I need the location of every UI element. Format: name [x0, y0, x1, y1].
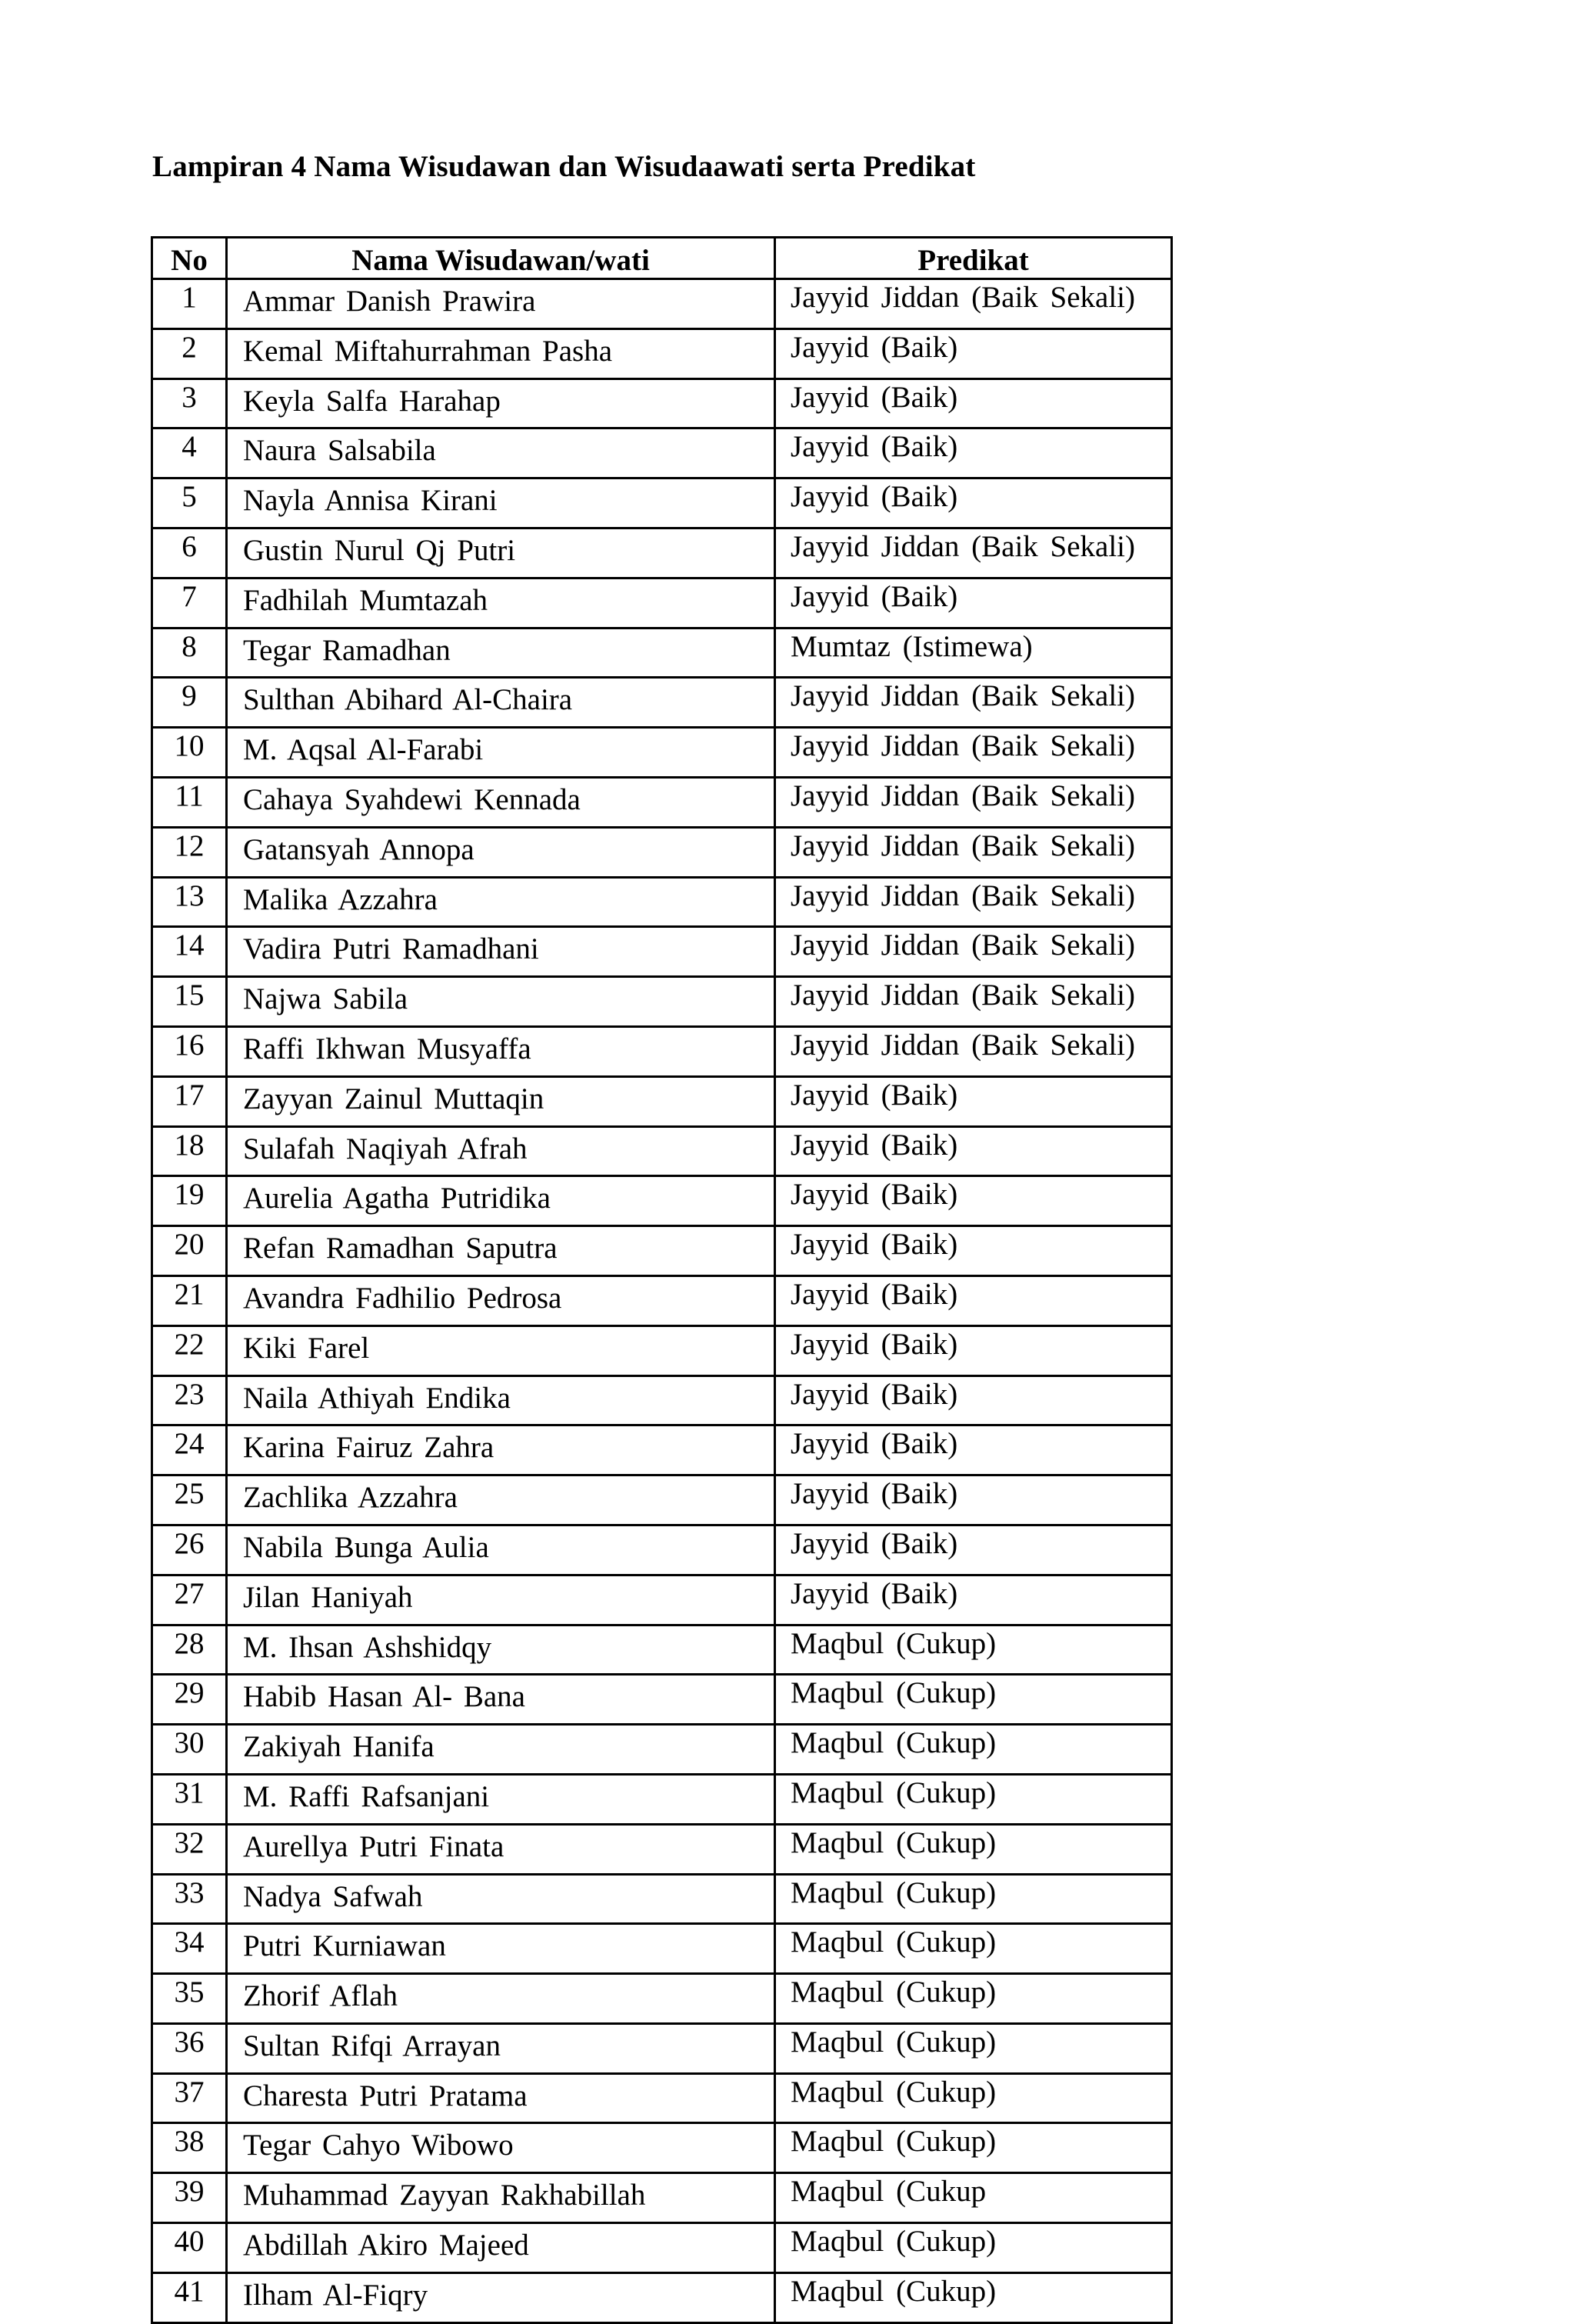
row-number: 32	[152, 1824, 227, 1874]
graduate-name: Zayyan Zainul Muttaqin	[227, 1076, 775, 1126]
table-row	[152, 927, 1172, 977]
table-body	[152, 279, 1172, 2323]
row-number: 24	[152, 1425, 227, 1475]
row-number: 34	[152, 1924, 227, 1974]
table-row	[152, 279, 1172, 329]
graduate-name: Abdillah Akiro Majeed	[227, 2223, 775, 2273]
table-row	[152, 1275, 1172, 1325]
row-number: 33	[152, 1874, 227, 1924]
row-number: 11	[152, 777, 227, 827]
table-row	[152, 777, 1172, 827]
graduate-predikat: Jayyid (Baik)	[775, 1575, 1172, 1625]
graduate-name: Putri Kurniawan	[227, 1924, 775, 1974]
graduate-predikat: Maqbul (Cukup)	[775, 1824, 1172, 1874]
table-row	[152, 1325, 1172, 1375]
row-number: 25	[152, 1475, 227, 1525]
graduate-predikat: Maqbul (Cukup	[775, 2173, 1172, 2223]
table-row	[152, 1774, 1172, 1824]
graduate-predikat: Jayyid (Baik)	[775, 328, 1172, 378]
row-number: 37	[152, 2073, 227, 2123]
graduate-predikat: Jayyid Jiddan (Baik Sekali)	[775, 827, 1172, 877]
graduate-predikat: Jayyid Jiddan (Baik Sekali)	[775, 728, 1172, 778]
row-number: 1	[152, 279, 227, 329]
row-number: 5	[152, 478, 227, 528]
row-number: 26	[152, 1525, 227, 1575]
row-number: 41	[152, 2272, 227, 2322]
graduate-name: Zachlika Azzahra	[227, 1475, 775, 1525]
graduate-name: Najwa Sabila	[227, 977, 775, 1027]
row-number: 9	[152, 678, 227, 728]
table-row	[152, 628, 1172, 678]
table-row	[152, 578, 1172, 628]
graduate-name: Vadira Putri Ramadhani	[227, 927, 775, 977]
row-number: 13	[152, 877, 227, 927]
graduate-name: Naura Salsabila	[227, 428, 775, 478]
row-number: 18	[152, 1126, 227, 1176]
row-number: 21	[152, 1275, 227, 1325]
row-number: 3	[152, 378, 227, 428]
table-row	[152, 1425, 1172, 1475]
table-row	[152, 478, 1172, 528]
graduate-predikat: Jayyid (Baik)	[775, 1325, 1172, 1375]
row-number: 27	[152, 1575, 227, 1625]
graduate-predikat: Jayyid (Baik)	[775, 428, 1172, 478]
graduate-name: Charesta Putri Pratama	[227, 2073, 775, 2123]
table-row	[152, 1675, 1172, 1725]
row-number: 39	[152, 2173, 227, 2223]
table-row	[152, 328, 1172, 378]
graduate-name: Keyla Salfa Harahap	[227, 378, 775, 428]
table-row	[152, 877, 1172, 927]
graduate-name: Tegar Cahyo Wibowo	[227, 2123, 775, 2173]
graduate-predikat: Maqbul (Cukup)	[775, 1675, 1172, 1725]
table-row	[152, 2023, 1172, 2073]
table-row	[152, 1924, 1172, 1974]
graduates-table	[151, 236, 1173, 2324]
table-row	[152, 1026, 1172, 1076]
row-number: 29	[152, 1675, 227, 1725]
graduate-name: Refan Ramadhan Saputra	[227, 1226, 775, 1276]
table-row	[152, 678, 1172, 728]
row-number: 20	[152, 1226, 227, 1276]
graduate-name: M. Aqsal Al-Farabi	[227, 728, 775, 778]
graduate-name: Habib Hasan Al- Bana	[227, 1675, 775, 1725]
graduate-name: Zakiyah Hanifa	[227, 1725, 775, 1775]
row-number: 15	[152, 977, 227, 1027]
header-no: No	[152, 238, 227, 279]
row-number: 23	[152, 1375, 227, 1425]
row-number: 8	[152, 628, 227, 678]
graduate-predikat: Jayyid (Baik)	[775, 1226, 1172, 1276]
graduate-predikat: Maqbul (Cukup)	[775, 2223, 1172, 2273]
graduate-name: Sultan Rifqi Arrayan	[227, 2023, 775, 2073]
row-number: 16	[152, 1026, 227, 1076]
graduate-name: M. Ihsan Ashshidqy	[227, 1625, 775, 1675]
table-row	[152, 1076, 1172, 1126]
graduate-name: Gatansyah Annopa	[227, 827, 775, 877]
row-number: 35	[152, 1974, 227, 2024]
table-row	[152, 1824, 1172, 1874]
graduate-predikat: Jayyid Jiddan (Baik Sekali)	[775, 777, 1172, 827]
graduate-name: Aurelia Agatha Putridika	[227, 1176, 775, 1226]
table-row	[152, 1625, 1172, 1675]
table-row	[152, 1226, 1172, 1276]
document-title: Lampiran 4 Nama Wisudawan dan Wisudaawati serta Predikat	[152, 150, 976, 183]
graduate-predikat: Jayyid (Baik)	[775, 1525, 1172, 1575]
table-row	[152, 378, 1172, 428]
graduate-predikat: Maqbul (Cukup)	[775, 1625, 1172, 1675]
graduate-predikat: Maqbul (Cukup)	[775, 1725, 1172, 1775]
table-row	[152, 2173, 1172, 2223]
graduate-predikat: Jayyid Jiddan (Baik Sekali)	[775, 528, 1172, 578]
graduate-predikat: Jayyid (Baik)	[775, 478, 1172, 528]
graduate-predikat: Maqbul (Cukup)	[775, 2073, 1172, 2123]
table-row	[152, 1575, 1172, 1625]
graduate-predikat: Jayyid Jiddan (Baik Sekali)	[775, 977, 1172, 1027]
table-row	[152, 2223, 1172, 2273]
graduate-name: Ammar Danish Prawira	[227, 279, 775, 329]
graduate-name: Nabila Bunga Aulia	[227, 1525, 775, 1575]
table-row	[152, 1525, 1172, 1575]
row-number: 38	[152, 2123, 227, 2173]
header-predikat: Predikat	[775, 238, 1172, 279]
row-number: 30	[152, 1725, 227, 1775]
graduate-predikat: Jayyid (Baik)	[775, 1275, 1172, 1325]
table-row	[152, 2123, 1172, 2173]
table-row	[152, 1725, 1172, 1775]
table-header-row	[152, 238, 1172, 279]
graduate-predikat: Maqbul (Cukup)	[775, 2023, 1172, 2073]
graduate-predikat: Maqbul (Cukup)	[775, 1774, 1172, 1824]
table-row	[152, 2272, 1172, 2322]
graduate-predikat: Jayyid (Baik)	[775, 578, 1172, 628]
graduate-predikat: Jayyid (Baik)	[775, 1425, 1172, 1475]
row-number: 28	[152, 1625, 227, 1675]
row-number: 14	[152, 927, 227, 977]
table-row	[152, 977, 1172, 1027]
graduate-name: Ilham Al-Fiqry	[227, 2272, 775, 2322]
row-number: 17	[152, 1076, 227, 1126]
graduate-predikat: Jayyid (Baik)	[775, 1126, 1172, 1176]
table-row	[152, 1126, 1172, 1176]
graduate-name: Raffi Ikhwan Musyaffa	[227, 1026, 775, 1076]
graduate-name: Cahaya Syahdewi Kennada	[227, 777, 775, 827]
graduate-name: Jilan Haniyah	[227, 1575, 775, 1625]
row-number: 36	[152, 2023, 227, 2073]
table-row	[152, 528, 1172, 578]
graduate-name: Kemal Miftahurrahman Pasha	[227, 328, 775, 378]
graduate-predikat: Maqbul (Cukup)	[775, 1924, 1172, 1974]
graduate-name: Gustin Nurul Qj Putri	[227, 528, 775, 578]
table-row	[152, 2073, 1172, 2123]
graduate-predikat: Maqbul (Cukup)	[775, 1974, 1172, 2024]
table-row	[152, 728, 1172, 778]
graduate-predikat: Jayyid Jiddan (Baik Sekali)	[775, 279, 1172, 329]
graduate-name: Nayla Annisa Kirani	[227, 478, 775, 528]
row-number: 10	[152, 728, 227, 778]
graduate-predikat: Mumtaz (Istimewa)	[775, 628, 1172, 678]
graduate-name: Tegar Ramadhan	[227, 628, 775, 678]
header-name: Nama Wisudawan/wati	[227, 238, 775, 279]
graduate-predikat: Jayyid Jiddan (Baik Sekali)	[775, 1026, 1172, 1076]
row-number: 31	[152, 1774, 227, 1824]
graduate-predikat: Jayyid (Baik)	[775, 1176, 1172, 1226]
table-row	[152, 1974, 1172, 2024]
graduate-name: Zhorif Aflah	[227, 1974, 775, 2024]
graduate-name: Aurellya Putri Finata	[227, 1824, 775, 1874]
graduate-name: Naila Athiyah Endika	[227, 1375, 775, 1425]
graduate-name: Sulthan Abihard Al-Chaira	[227, 678, 775, 728]
graduate-predikat: Jayyid Jiddan (Baik Sekali)	[775, 877, 1172, 927]
table-row	[152, 827, 1172, 877]
graduate-name: Kiki Farel	[227, 1325, 775, 1375]
table-row	[152, 1874, 1172, 1924]
graduate-predikat: Maqbul (Cukup)	[775, 2123, 1172, 2173]
graduate-name: Fadhilah Mumtazah	[227, 578, 775, 628]
table-row	[152, 1176, 1172, 1226]
row-number: 12	[152, 827, 227, 877]
row-number: 40	[152, 2223, 227, 2273]
graduate-name: Sulafah Naqiyah Afrah	[227, 1126, 775, 1176]
graduate-predikat: Jayyid (Baik)	[775, 1475, 1172, 1525]
graduate-predikat: Jayyid Jiddan (Baik Sekali)	[775, 927, 1172, 977]
table-row	[152, 428, 1172, 478]
graduate-predikat: Jayyid (Baik)	[775, 1076, 1172, 1126]
graduate-predikat: Maqbul (Cukup)	[775, 1874, 1172, 1924]
graduate-name: Nadya Safwah	[227, 1874, 775, 1924]
graduate-name: Karina Fairuz Zahra	[227, 1425, 775, 1475]
graduate-predikat: Maqbul (Cukup)	[775, 2272, 1172, 2322]
row-number: 4	[152, 428, 227, 478]
graduate-name: Muhammad Zayyan Rakhabillah	[227, 2173, 775, 2223]
row-number: 6	[152, 528, 227, 578]
graduate-name: Malika Azzahra	[227, 877, 775, 927]
graduate-predikat: Jayyid (Baik)	[775, 1375, 1172, 1425]
table-row	[152, 1475, 1172, 1525]
graduate-name: M. Raffi Rafsanjani	[227, 1774, 775, 1824]
table-row	[152, 1375, 1172, 1425]
graduate-name: Avandra Fadhilio Pedrosa	[227, 1275, 775, 1325]
graduate-predikat: Jayyid (Baik)	[775, 378, 1172, 428]
row-number: 7	[152, 578, 227, 628]
row-number: 22	[152, 1325, 227, 1375]
row-number: 2	[152, 328, 227, 378]
row-number: 19	[152, 1176, 227, 1226]
graduate-predikat: Jayyid Jiddan (Baik Sekali)	[775, 678, 1172, 728]
